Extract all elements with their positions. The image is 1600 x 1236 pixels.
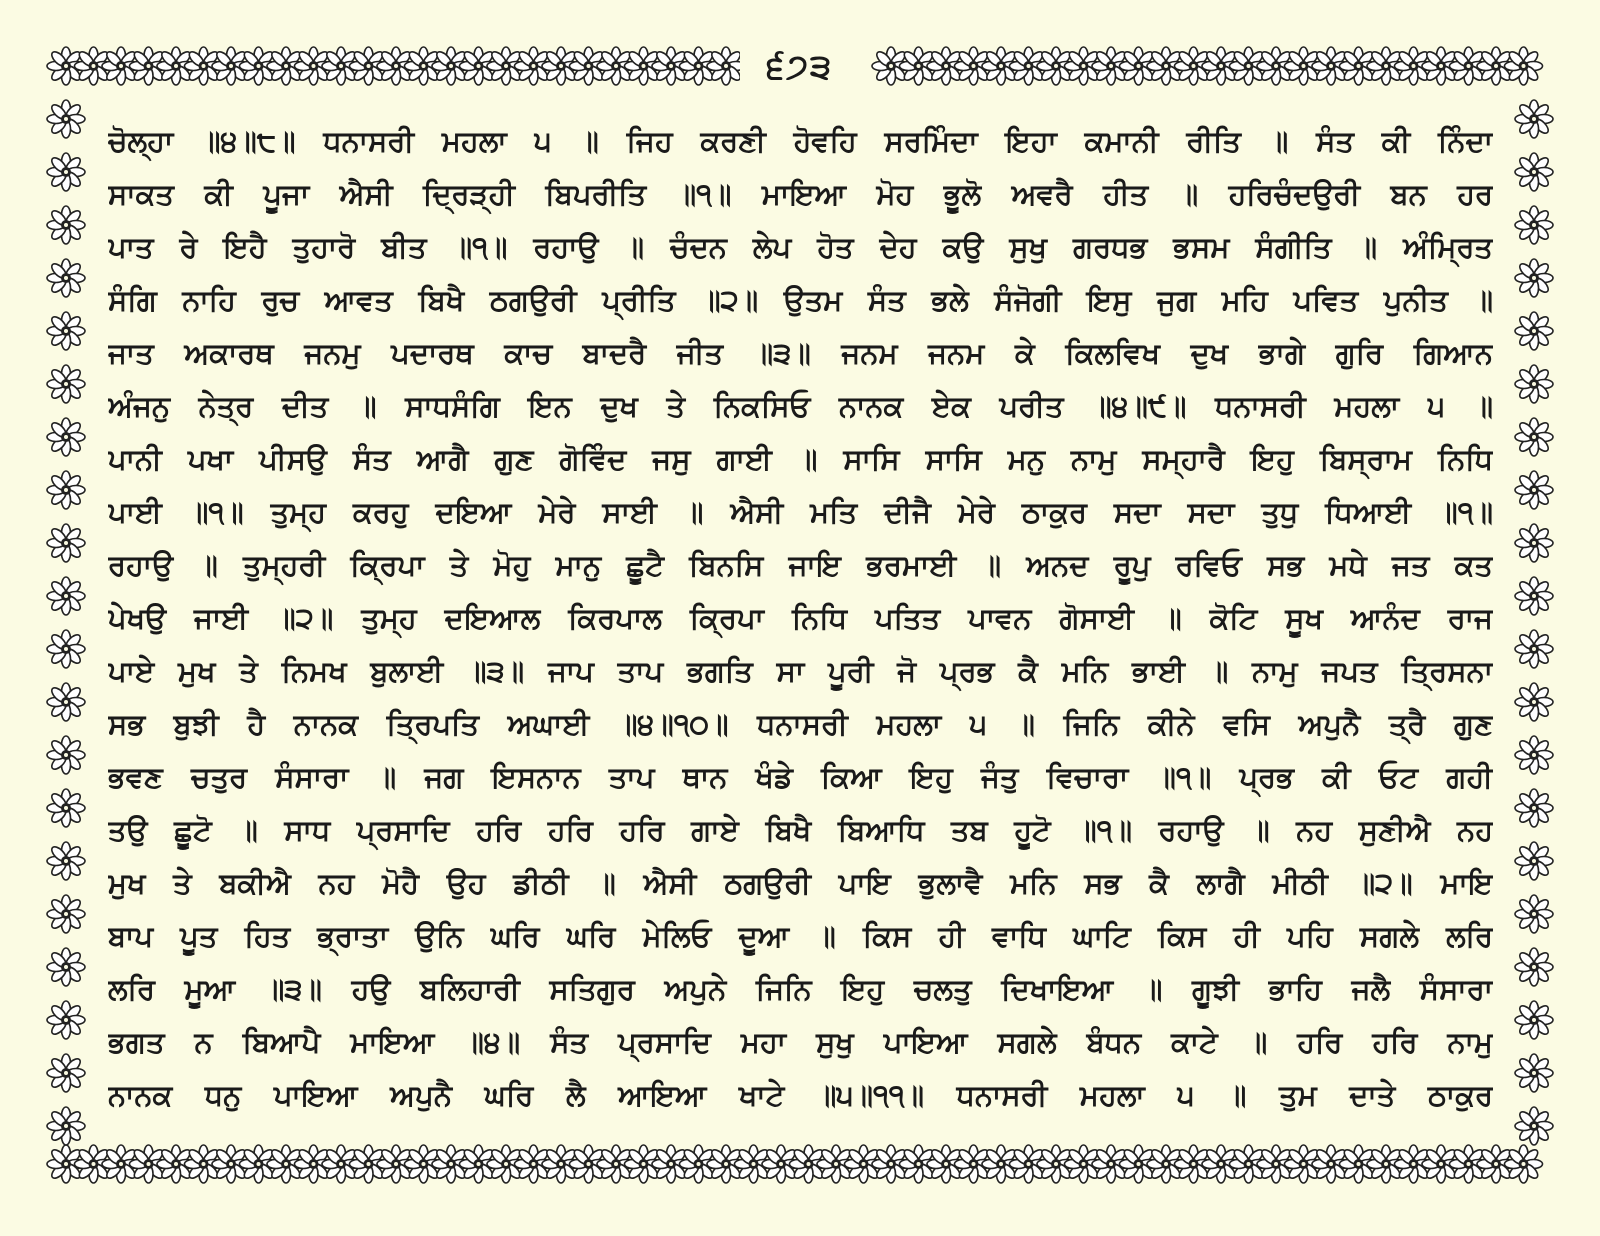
border-flower-icon	[1515, 895, 1553, 933]
border-flower-icon	[1515, 736, 1553, 774]
border-flower-icon	[47, 206, 85, 244]
text-line-5: ਜਾਤ ਅਕਾਰਥ ਜਨਮੁ ਪਦਾਰਥ ਕਾਚ ਬਾਦਰੈ ਜੀਤ ॥੩॥ ਜਨਮ ਜਨਮ ਕੇ ਕਿਲਵਿਖ ਦੁਖ ਭਾਗੇ ਗੁਰਿ ਗਿਆਨ	[108, 336, 1493, 370]
text-line-19: ਨਾਨਕ ਧਨੁ ਪਾਇਆ ਅਪੁਨੈ ਘਰਿ ਲੈ ਆਇਆ ਖਾਟੇ ॥੫॥੧੧॥ ਧਨਾਸਰੀ ਮਹਲਾ ੫ ॥ ਤੁਮ ਦਾਤੇ ਠਾਕੁਰ	[108, 1078, 1493, 1112]
border-flower-icon	[47, 842, 85, 880]
border-flower-icon	[1515, 789, 1553, 827]
border-flower-icon	[1515, 153, 1553, 191]
border-flower-icon	[1515, 1001, 1553, 1039]
text-line-10: ਪੇਖਉ ਜਾਈ ॥੨॥ ਤੁਮ੍ਹ ਦਇਆਲ ਕਿਰਪਾਲ ਕ੍ਰਿਪਾ ਨਿਧਿ ਪਤਿਤ ਪਾਵਨ ਗੋਸਾਈ ॥ ਕੋਟਿ ਸੂਖ ਆਨੰਦ ਰਾਜ	[108, 601, 1493, 635]
border-flower-icon	[1515, 1107, 1553, 1145]
border-flower-icon	[47, 630, 85, 668]
border-flower-icon	[47, 471, 85, 509]
border-flower-icon	[47, 365, 85, 403]
border-flower-icon	[1505, 47, 1543, 85]
border-flower-icon	[1505, 1145, 1543, 1183]
border-flower-icon	[47, 577, 85, 615]
text-line-17: ਲਰਿ ਮੂਆ ॥੩॥ ਹਉ ਬਲਿਹਾਰੀ ਸਤਿਗੁਰ ਅਪੁਨੇ ਜਿਨਿ ਇਹੁ ਚਲਤੁ ਦਿਖਾਇਆ ॥ ਗੂਝੀ ਭਾਹਿ ਜਲੈ ਸੰਸਾਰਾ	[108, 972, 1493, 1006]
text-line-12: ਸਭ ਬੁਝੀ ਹੈ ਨਾਨਕ ਤ੍ਰਿਪਤਿ ਅਘਾਈ ॥੪॥੧੦॥ ਧਨਾਸਰੀ ਮਹਲਾ ੫ ॥ ਜਿਨਿ ਕੀਨੇ ਵਸਿ ਅਪੁਨੈ ਤ੍ਰੈ ਗੁਣ	[108, 707, 1493, 741]
text-line-1: ਚੋਲ੍ਹਾ ॥੪॥੮॥ ਧਨਾਸਰੀ ਮਹਲਾ ੫ ॥ ਜਿਹ ਕਰਣੀ ਹੋਵਹਿ ਸਰਮਿੰਦਾ ਇਹਾ ਕਮਾਨੀ ਰੀਤਿ ॥ ਸੰਤ ਕੀ ਨਿੰਦਾ	[108, 124, 1493, 158]
text-line-18: ਭਗਤ ਨ ਬਿਆਪੈ ਮਾਇਆ ॥੪॥ ਸੰਤ ਪ੍ਰਸਾਦਿ ਮਹਾ ਸੁਖੁ ਪਾਇਆ ਸਗਲੇ ਬੰਧਨ ਕਾਟੇ ॥ ਹਰਿ ਹਰਿ ਨਾਮੁ	[108, 1025, 1493, 1059]
text-line-4: ਸੰਗਿ ਨਾਹਿ ਰੁਚ ਆਵਤ ਬਿਖੈ ਠਗਉਰੀ ਪ੍ਰੀਤਿ ॥੨॥ ਉਤਮ ਸੰਤ ਭਲੇ ਸੰਜੋਗੀ ਇਸੁ ਜੁਗ ਮਹਿ ਪਵਿਤ ਪੁਨੀਤ ॥	[108, 283, 1493, 317]
page-number: ੬੭੩	[740, 42, 860, 92]
text-line-2: ਸਾਕਤ ਕੀ ਪੂਜਾ ਐਸੀ ਦ੍ਰਿੜ੍ਹੀ ਬਿਪਰੀਤਿ ॥੧॥ ਮਾਇਆ ਮੋਹ ਭੂਲੋ ਅਵਰੈ ਹੀਤ ॥ ਹਰਿਚੰਦਉਰੀ ਬਨ ਹਰ	[108, 177, 1493, 211]
text-line-13: ਭਵਣ ਚਤੁਰ ਸੰਸਾਰਾ ॥ ਜਗ ਇਸਨਾਨ ਤਾਪ ਥਾਨ ਖੰਡੇ ਕਿਆ ਇਹੁ ਜੰਤੁ ਵਿਚਾਰਾ ॥੧॥ ਪ੍ਰਭ ਕੀ ਓਟ ਗਹੀ	[108, 760, 1493, 794]
border-flower-icon	[47, 1054, 85, 1092]
border-flower-icon	[47, 100, 85, 138]
border-flower-icon	[1515, 206, 1553, 244]
text-line-14: ਤਉ ਛੂਟੋ ॥ ਸਾਧ ਪ੍ਰਸਾਦਿ ਹਰਿ ਹਰਿ ਹਰਿ ਗਾਏ ਬਿਖੈ ਬਿਆਧਿ ਤਬ ਹੂਟੋ ॥੧॥ ਰਹਾਉ ॥ ਨਹ ਸੁਣੀਐ ਨਹ	[108, 813, 1493, 847]
text-line-16: ਬਾਪ ਪੂਤ ਹਿਤ ਭ੍ਰਾਤਾ ਉਨਿ ਘਰਿ ਘਰਿ ਮੇਲਿਓ ਦੂਆ ॥ ਕਿਸ ਹੀ ਵਾਧਿ ਘਾਟਿ ਕਿਸ ਹੀ ਪਹਿ ਸਗਲੇ ਲਰਿ	[108, 919, 1493, 953]
border-flower-icon	[47, 153, 85, 191]
border-flower-icon	[1515, 683, 1553, 721]
border-flower-icon	[1515, 577, 1553, 615]
border-flower-icon	[47, 312, 85, 350]
text-line-3: ਪਾਤ ਰੇ ਇਹੈ ਤੁਹਾਰੋ ਬੀਤ ॥੧॥ ਰਹਾਉ ॥ ਚੰਦਨ ਲੇਪ ਹੋਤ ਦੇਹ ਕਉ ਸੁਖੁ ਗਰਧਭ ਭਸਮ ਸੰਗੀਤਿ ॥ ਅੰਮ੍ਰਿਤ	[108, 230, 1493, 264]
border-flower-icon	[47, 683, 85, 721]
border-flower-icon	[47, 259, 85, 297]
scripture-text	[108, 115, 1493, 1112]
text-line-7: ਪਾਨੀ ਪਖਾ ਪੀਸਉ ਸੰਤ ਆਗੈ ਗੁਣ ਗੋਵਿੰਦ ਜਸੁ ਗਾਈ ॥ ਸਾਸਿ ਸਾਸਿ ਮਨੁ ਨਾਮੁ ਸਮ੍ਹਾਰੈ ਇਹੁ ਬਿਸ੍ਰਾਮ ਨਿਧਿ	[108, 442, 1493, 476]
border-flower-icon	[1515, 418, 1553, 456]
border-flower-icon	[47, 524, 85, 562]
text-line-8: ਪਾਈ ॥੧॥ ਤੁਮ੍ਹ ਕਰਹੁ ਦਇਆ ਮੇਰੇ ਸਾਈ ॥ ਐਸੀ ਮਤਿ ਦੀਜੈ ਮੇਰੇ ਠਾਕੁਰ ਸਦਾ ਸਦਾ ਤੁਧੁ ਧਿਆਈ ॥੧॥	[108, 495, 1493, 529]
text-line-6: ਅੰਜਨੁ ਨੇਤ੍ਰ ਦੀਤ ॥ ਸਾਧਸੰਗਿ ਇਨ ਦੁਖ ਤੇ ਨਿਕਸਿਓ ਨਾਨਕ ਏਕ ਪਰੀਤ ॥੪॥੯॥ ਧਨਾਸਰੀ ਮਹਲਾ ੫ ॥	[108, 389, 1493, 423]
border-flower-icon	[47, 1107, 85, 1145]
border-flower-icon	[1515, 312, 1553, 350]
border-flower-icon	[1515, 524, 1553, 562]
border-flower-icon	[47, 1001, 85, 1039]
border-flower-icon	[1515, 471, 1553, 509]
border-flower-icon	[47, 736, 85, 774]
border-flower-icon	[47, 895, 85, 933]
text-line-9: ਰਹਾਉ ॥ ਤੁਮ੍ਹਰੀ ਕ੍ਰਿਪਾ ਤੇ ਮੋਹੁ ਮਾਨੁ ਛੂਟੈ ਬਿਨਸਿ ਜਾਇ ਭਰਮਾਈ ॥ ਅਨਦ ਰੂਪੁ ਰਵਿਓ ਸਭ ਮਧੇ ਜਤ ਕਤ	[108, 548, 1493, 582]
border-flower-icon	[47, 948, 85, 986]
border-flower-icon	[1515, 1054, 1553, 1092]
border-flower-icon	[1515, 100, 1553, 138]
text-line-15: ਮੁਖ ਤੇ ਬਕੀਐ ਨਹ ਮੋਹੈ ਉਹ ਡੀਠੀ ॥ ਐਸੀ ਠਗਉਰੀ ਪਾਇ ਭੁਲਾਵੈ ਮਨਿ ਸਭ ਕੈ ਲਾਗੈ ਮੀਠੀ ॥੨॥ ਮਾਇ	[108, 866, 1493, 900]
text-line-11: ਪਾਏ ਮੁਖ ਤੇ ਨਿਮਖ ਬੁਲਾਈ ॥੩॥ ਜਾਪ ਤਾਪ ਭਗਤਿ ਸਾ ਪੂਰੀ ਜੋ ਪ੍ਰਭ ਕੈ ਮਨਿ ਭਾਈ ॥ ਨਾਮੁ ਜਪਤ ਤ੍ਰਿਸਨਾ	[108, 654, 1493, 688]
border-flower-icon	[1515, 948, 1553, 986]
border-flower-icon	[47, 418, 85, 456]
border-flower-icon	[1515, 365, 1553, 403]
border-flower-icon	[1515, 842, 1553, 880]
border-flower-icon	[47, 789, 85, 827]
border-flower-icon	[1515, 630, 1553, 668]
border-flower-icon	[1515, 259, 1553, 297]
